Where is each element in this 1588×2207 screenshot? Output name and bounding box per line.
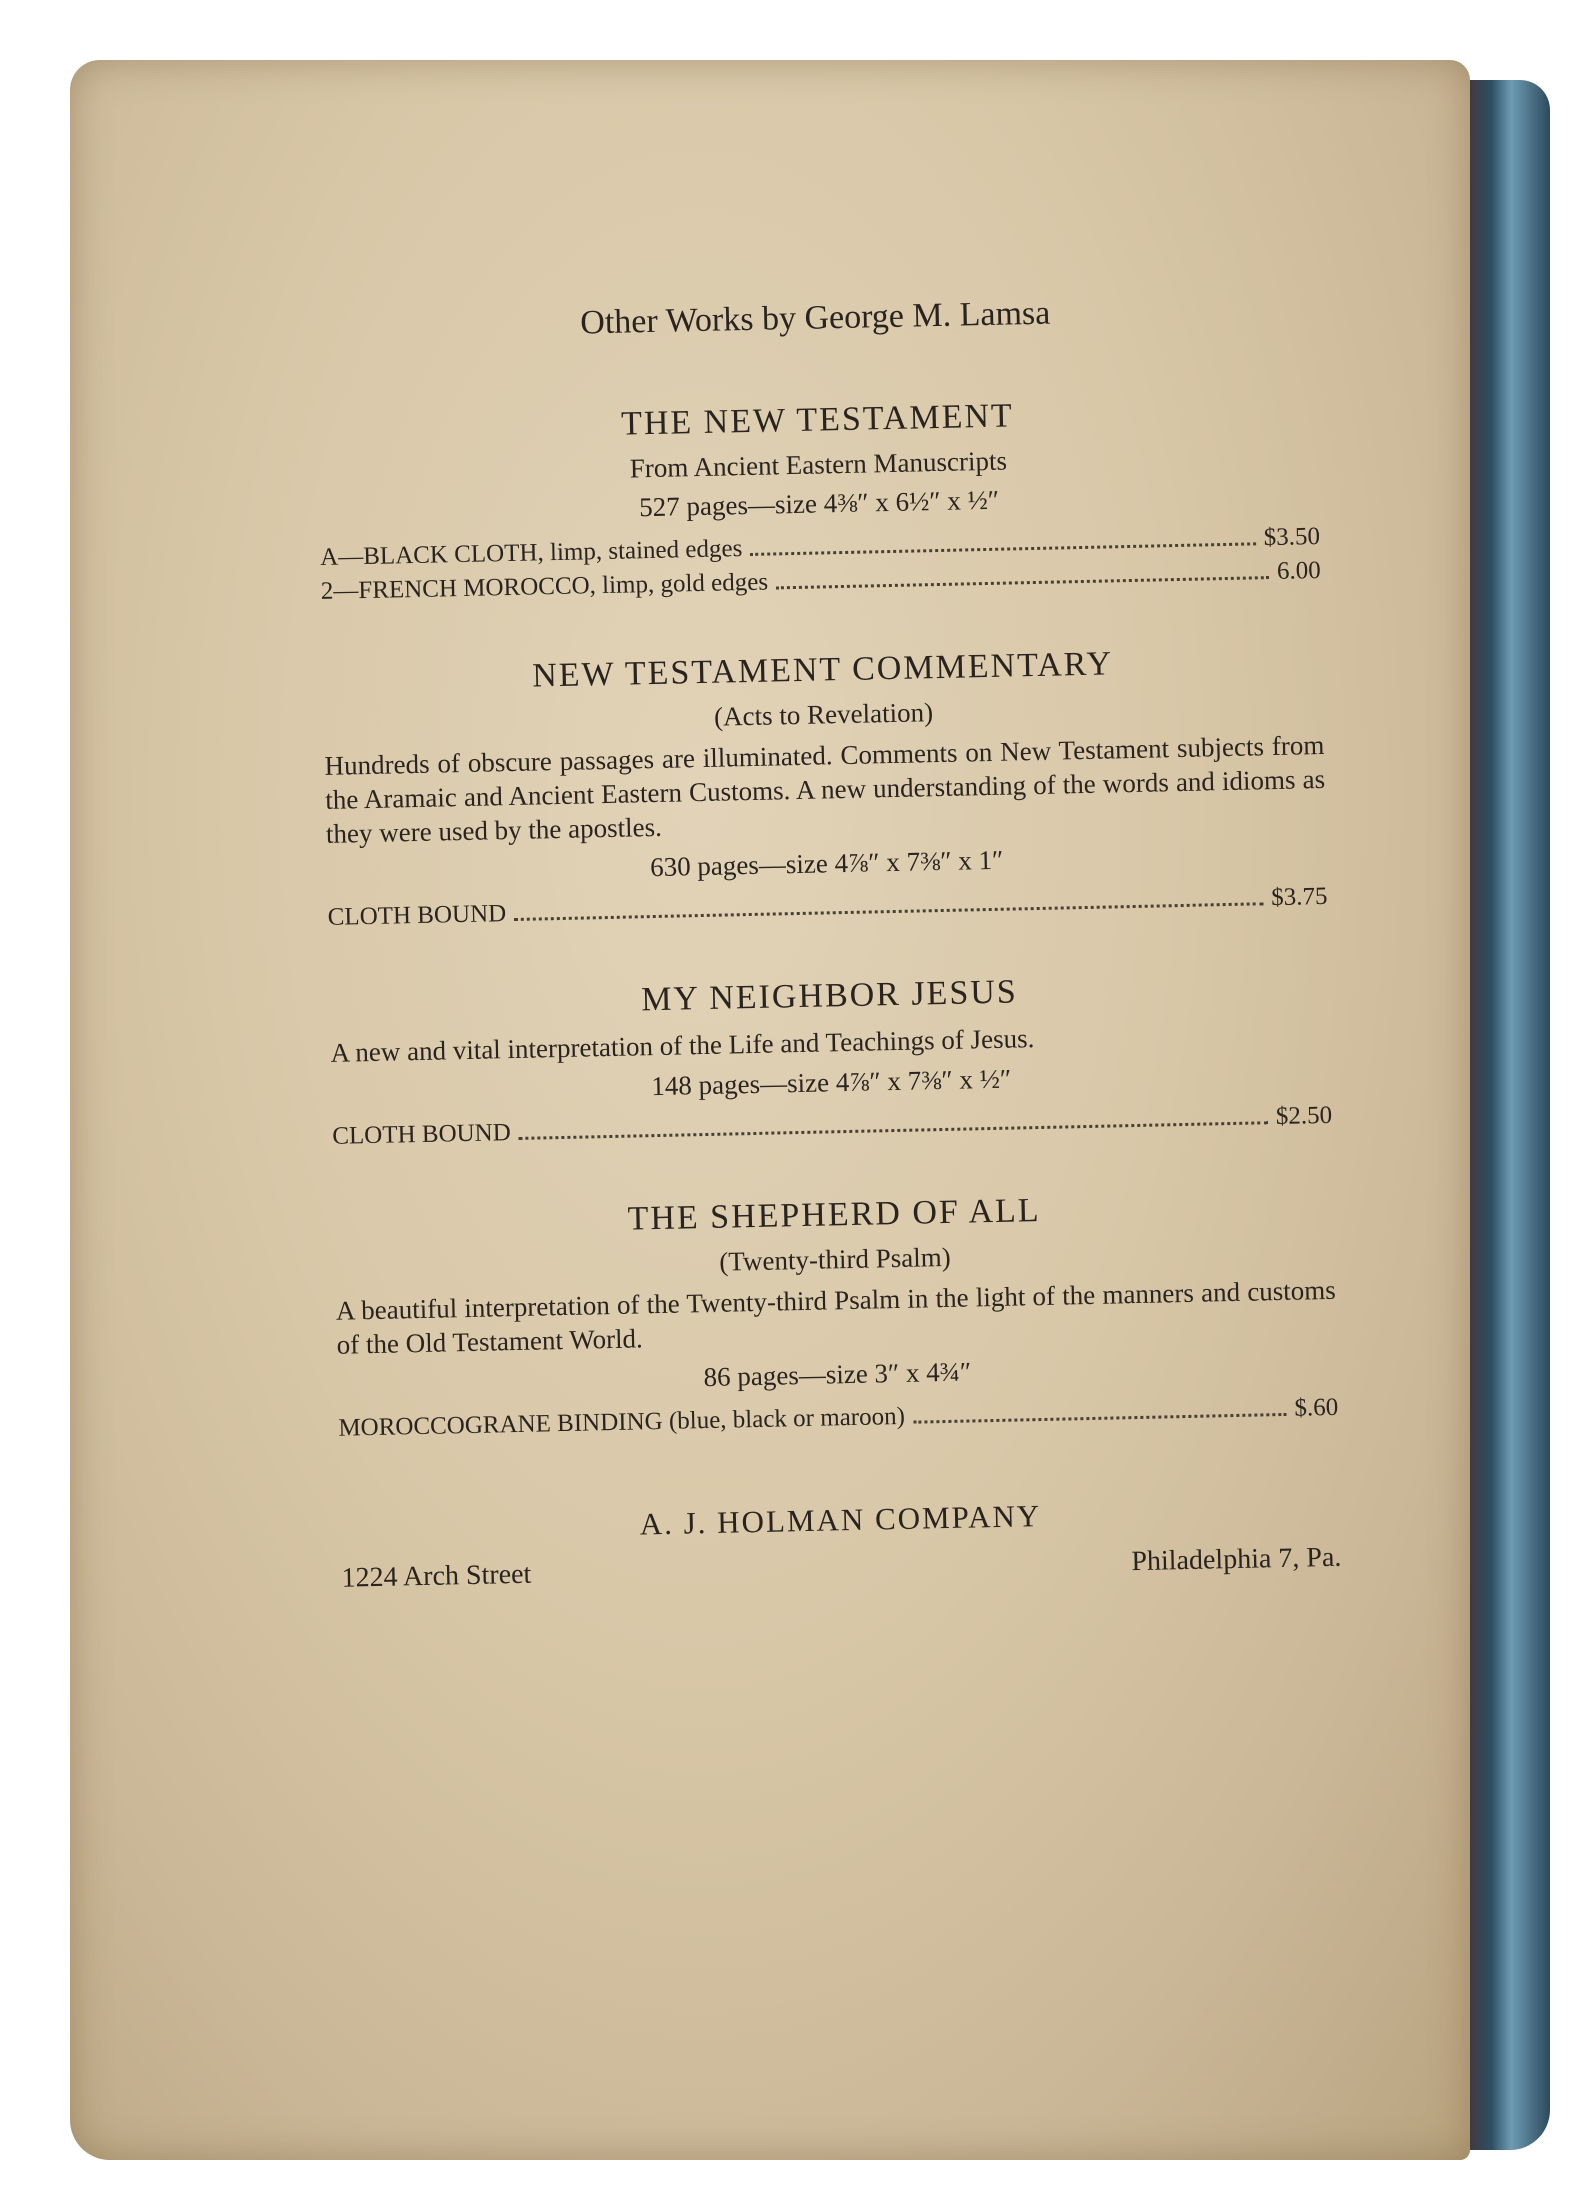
book-description: A beautiful interpretation of the Twenty-third Psalm in the light of the manners and customs of the Old Testament World.	[335, 1274, 1337, 1360]
edition-price: 6.00	[1276, 556, 1321, 585]
book-title: MY NEIGHBOR JESUS	[640, 973, 1019, 1019]
leader-dots	[750, 542, 1256, 556]
leader-dots	[776, 576, 1269, 589]
book-entry	[317, 391, 1321, 606]
edition-label: 2—FRENCH MOROCCO, limp, gold edges	[320, 568, 769, 605]
edition-price: $3.50	[1263, 523, 1321, 552]
edition-label: CLOTH BOUND	[332, 1119, 512, 1150]
book-entry	[322, 641, 1327, 932]
edition-line	[338, 1394, 1338, 1443]
publisher-name: A. J. HOLMAN COMPANY	[639, 1498, 1042, 1542]
edition-label: A—BLACK CLOTH, limp, stained edges	[319, 535, 743, 571]
book-entry	[334, 1186, 1339, 1443]
book-size: 86 pages—size 3″ x 4¾″	[703, 1356, 972, 1393]
leader-dots	[913, 1413, 1287, 1424]
edition-line	[332, 1102, 1332, 1151]
book-description: Hundreds of obscure passages are illuminated. Comments on New Testament subjects from the Aramaic and Ancient Eastern Customs. A new understanding of the words and idioms as they were used by the apostles.	[324, 729, 1326, 849]
book-size: 630 pages—size 4⅞″ x 7⅜″ x 1″	[649, 844, 1004, 883]
book-subtitle: From Ancient Eastern Manuscripts	[629, 445, 1008, 484]
edition-label: CLOTH BOUND	[327, 900, 507, 931]
leader-dots	[519, 1121, 1268, 1140]
leader-dots	[514, 902, 1263, 921]
book-size: 527 pages—size 4⅜″ x 6½″ x ½″	[638, 484, 1000, 523]
page-heading: Other Works by George M. Lamsa	[579, 294, 1051, 342]
edition-label: MOROCCOGRANE BINDING (blue, black or maroon)	[338, 1402, 906, 1442]
edition-price: $.60	[1294, 1393, 1339, 1422]
book-title: THE NEW TESTAMENT	[620, 397, 1015, 443]
book-size: 148 pages—size 4⅞″ x 7⅜″ x ½″	[651, 1063, 1012, 1102]
publisher-city: Philadelphia 7, Pa.	[1131, 1541, 1342, 1578]
edition-price: $2.50	[1275, 1101, 1333, 1131]
edition-price: $3.75	[1270, 882, 1328, 912]
book-title: NEW TESTAMENT COMMENTARY	[531, 645, 1114, 695]
jacket-text	[315, 289, 1342, 1595]
edition-line	[327, 883, 1327, 932]
book-entry	[329, 967, 1332, 1151]
book-subtitle: (Acts to Revelation)	[713, 697, 934, 732]
book	[70, 60, 1550, 2170]
publisher-street: 1224 Arch Street	[341, 1558, 532, 1594]
book-subtitle: (Twenty-third Psalm)	[719, 1241, 951, 1277]
book-description: A new and vital interpretation of the Life and Teachings of Jesus.	[330, 1023, 1035, 1068]
book-title: THE SHEPHERD OF ALL	[627, 1192, 1041, 1238]
